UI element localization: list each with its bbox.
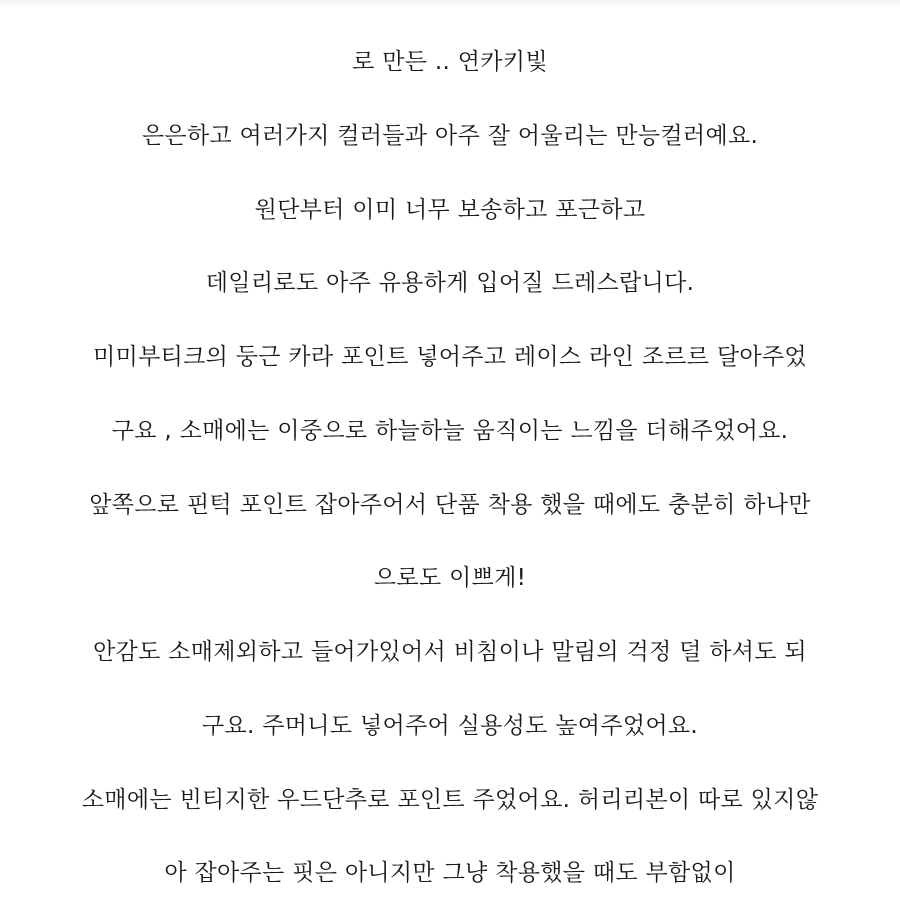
text-line: 데일리로도 아주 유용하게 입어질 드레스랍니다. <box>205 270 695 296</box>
text-line: 은은하고 여러가지 컬러들과 아주 잘 어울리는 만능컬러예요. <box>141 123 759 149</box>
text-line: 아 잡아주는 핏은 아니지만 그냥 착용했을 때도 부함없이 <box>164 860 736 886</box>
text-line: 안감도 소매제외하고 들어가있어서 비침이나 말림의 걱정 덜 하셔도 되 <box>93 639 807 665</box>
text-line: 구요. 주머니도 넣어주어 실용성도 높여주었어요. <box>201 713 699 739</box>
text-line: 앞쪽으로 핀턱 포인트 잡아주어서 단품 착용 했을 때에도 충분히 하나만 <box>89 492 811 518</box>
text-line: 으로도 이쁘게! <box>373 565 527 591</box>
text-line: 소매에는 빈티지한 우드단추로 포인트 주었어요. 허리리본이 따로 있지않 <box>81 787 819 813</box>
text-line: 로 만든 .. 연카키빛 <box>352 49 548 75</box>
text-line: 미미부티크의 둥근 카라 포인트 넣어주고 레이스 라인 조르르 달아주었 <box>93 344 807 370</box>
text-line: 원단부터 이미 너무 보송하고 포근하고 <box>254 197 646 223</box>
text-line: 구요 , 소매에는 이중으로 하늘하늘 움직이는 느낌을 더해주었어요. <box>111 418 789 444</box>
